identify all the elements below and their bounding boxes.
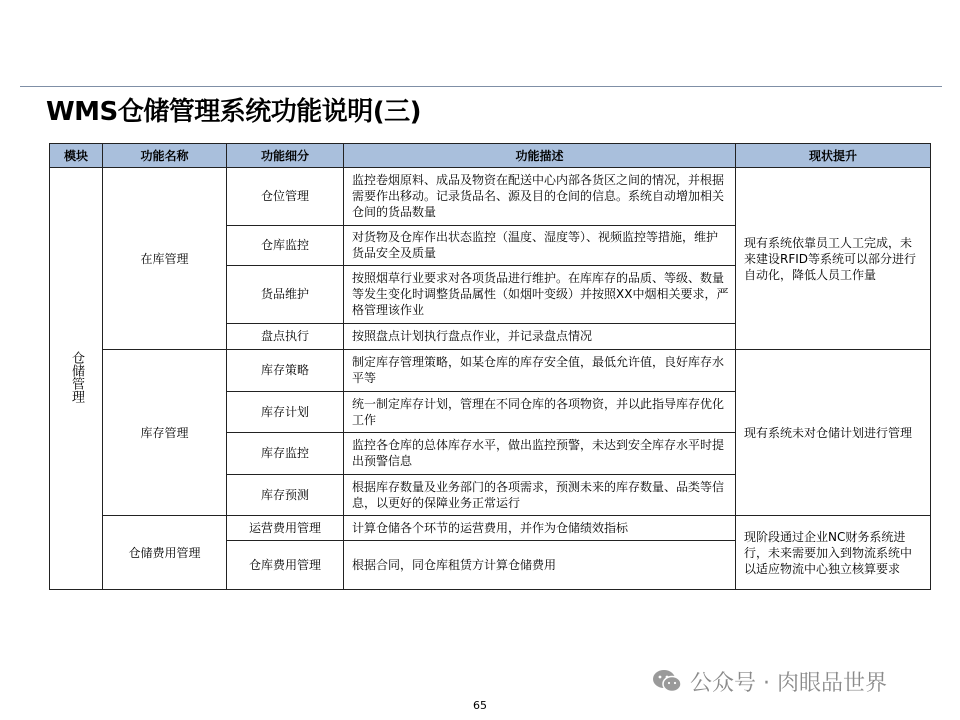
wechat-icon: [652, 668, 682, 694]
subdivision-cell: 盘点执行: [227, 323, 344, 349]
description-cell: 按照盘点计划执行盘点作业，并记录盘点情况: [344, 323, 736, 349]
watermark-text: 公众号 · 肉眼品世界: [690, 670, 887, 696]
improvement-cell: 现阶段通过企业NC财务系统进行，未来需要加入到物流系统中以适应物流中心独立核算要求: [736, 516, 931, 590]
table-row: [50, 516, 931, 541]
improvement-cell: 现有系统依靠员工人工完成，未来建设RFID等系统可以部分进行自动化，降低人员工作量: [736, 168, 931, 350]
top-divider: [20, 86, 942, 87]
function-name-cell: 库存管理: [103, 350, 227, 516]
description-cell: 监控卷烟原料、成品及物资在配送中心内部各货区之间的情况，并根据需要作出移动。记录货品名、源及目的仓间的信息。系统自动增加相关仓间的货品数量: [344, 168, 736, 226]
subdivision-cell: 运营费用管理: [227, 516, 344, 541]
subdivision-cell: 库存策略: [227, 350, 344, 391]
module-cell: [50, 168, 103, 590]
page-number: 65: [473, 699, 487, 712]
description-cell: 根据库存数量及业务部门的各项需求，预测未来的库存数量、品类等信息，以更好的保障业务正常运行: [344, 474, 736, 515]
subdivision-cell: 库存预测: [227, 474, 344, 515]
improvement-cell: 现有系统未对仓储计划进行管理: [736, 350, 931, 516]
subdivision-cell: 货品维护: [227, 266, 344, 324]
table-row: [50, 168, 931, 226]
description-cell: 计算仓储各个环节的运营费用，并作为仓储绩效指标: [344, 516, 736, 541]
subdivision-cell: 库存计划: [227, 391, 344, 432]
module-label: 仓储管理: [69, 350, 84, 403]
header-function-description: 功能描述: [344, 144, 736, 168]
subdivision-cell: 仓位管理: [227, 168, 344, 226]
description-cell: 监控各仓库的总体库存水平，做出监控预警，未达到安全库存水平时提出预警信息: [344, 433, 736, 474]
header-function-subdivision: 功能细分: [227, 144, 344, 168]
function-name-cell: 在库管理: [103, 168, 227, 350]
header-module: 模块: [50, 144, 103, 168]
description-cell: 按照烟草行业要求对各项货品进行维护。在库库存的品质、等级、数量等发生变化时调整货品属性（如烟叶变级）并按照XX中烟相关要求，严格管理该作业: [344, 266, 736, 324]
table-header-row: [50, 144, 931, 168]
description-cell: 制定库存管理策略，如某仓库的库存安全值，最低允许值，良好库存水平等: [344, 350, 736, 391]
subdivision-cell: 仓库监控: [227, 225, 344, 265]
page-title: WMS仓储管理系统功能说明(三): [46, 97, 422, 127]
header-improvement: 现状提升: [736, 144, 931, 168]
table-row: [50, 350, 931, 391]
subdivision-cell: 仓库费用管理: [227, 541, 344, 590]
description-cell: 统一制定库存计划，管理在不同仓库的各项物资，并以此指导库存优化工作: [344, 391, 736, 432]
function-table: [49, 143, 931, 590]
header-function-name: 功能名称: [103, 144, 227, 168]
subdivision-cell: 库存监控: [227, 433, 344, 474]
function-name-cell: 仓储费用管理: [103, 516, 227, 590]
description-cell: 根据合同，同仓库租赁方计算仓储费用: [344, 541, 736, 590]
description-cell: 对货物及仓库作出状态监控（温度、湿度等）、视频监控等措施，维护货品安全及质量: [344, 225, 736, 265]
watermark: [652, 666, 887, 696]
